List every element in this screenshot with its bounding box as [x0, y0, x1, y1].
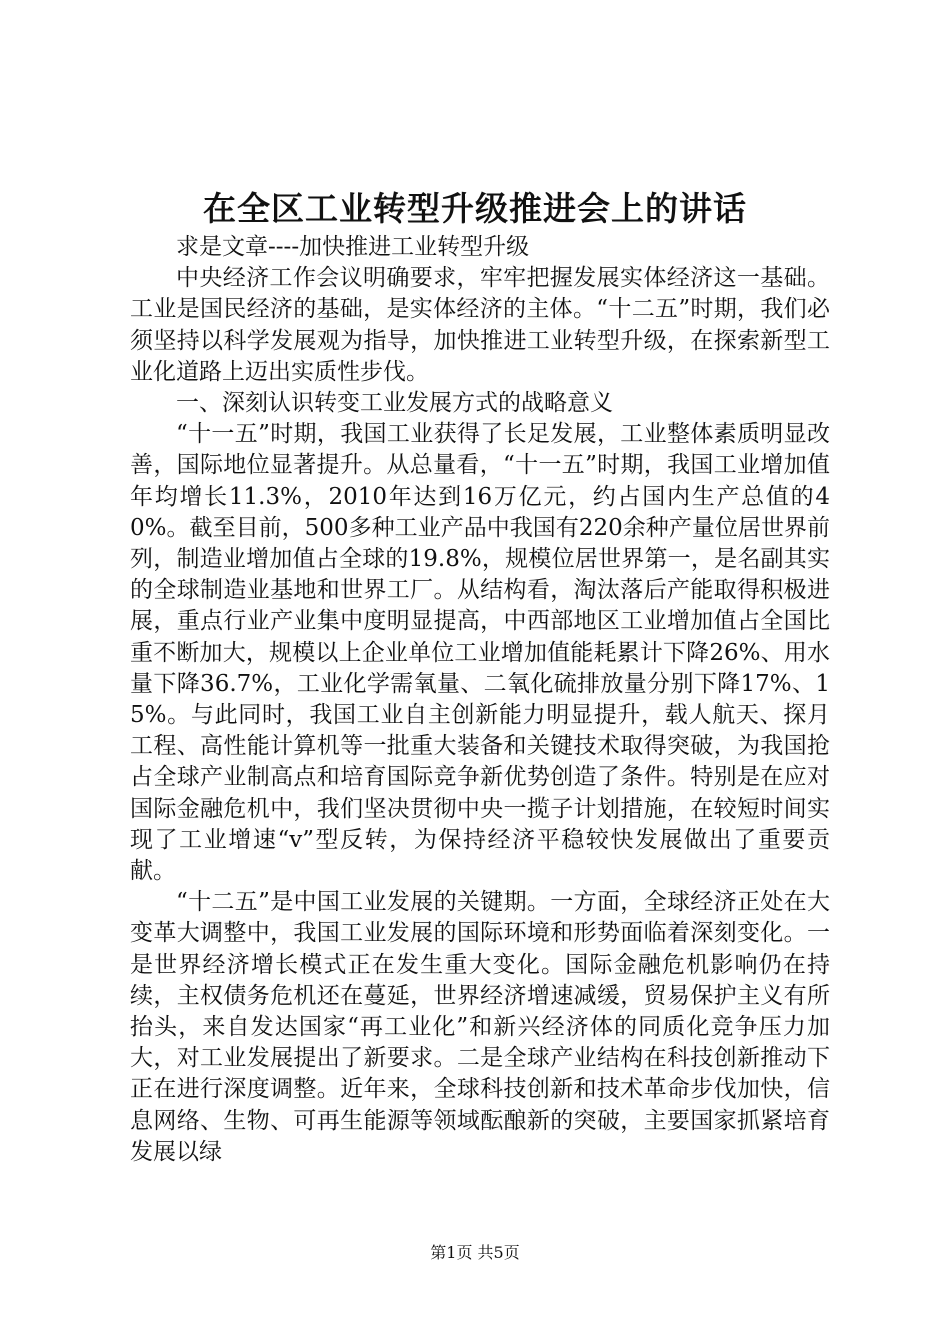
document-title: 在全区工业转型升级推进会上的讲话: [203, 189, 747, 228]
section-heading-1: 一、深刻认识转变工业发展方式的战略意义: [176, 390, 613, 417]
paragraph-twelfth-five-year: “十二五”是中国工业发展的关键期。一方面，全球经济正处在大变革大调整中，我国工业发展的国际环境和形势面临着深刻变化。一是世界经济增长模式正在发生重大变化。国际金融危机影响仍在持续，主权债务危机还在蔓延，世界经济增速减缓，贸易保护主义有所抬头，来自发达国家“再工业化”和新兴经济体的同质化竞争压力加大，对工业发展提出了新要求。二是全球产业结构在科技创新推动下正在进行深度调整。近年来，全球科技创新和技术革命步伐加快，信息网络、生物、可再生能源等领域酝酿新的突破，主要国家抓紧培育发展以绿: [130, 889, 830, 1165]
page-number-footer: 第1页 共5页: [430, 1243, 520, 1262]
paragraph-source-line: 求是文章----加快推进工业转型升级: [176, 234, 530, 260]
document-body: [130, 232, 830, 1168]
paragraph-intro: 中央经济工作会议明确要求，牢牢把握发展实体经济这一基础。工业是国民经济的基础，是实体经济的主体。“十二五”时期，我们必须坚持以科学发展观为指导，加快推进工业转型升级，在探索新型工业化道路上迈出实质性步伐。: [130, 265, 830, 385]
paragraph-eleventh-five-year: “十一五”时期，我国工业获得了长足发展，工业整体素质明显改善，国际地位显著提升。从总量看，“十一五”时期，我国工业增加值年均增长11.3%，2010年达到16万亿元，约占国内生产总值的40%。截至目前，500多种工业产品中我国有220余种产量位居世界前列，制造业增加值占全球的19.8%，规模位居世界第一，是名副其实的全球制造业基地和世界工厂。从结构看，淘汰落后产能取得积极进展，重点行业产业集中度明显提高，中西部地区工业增加值占全国比重不断加大，规模以上企业单位工业增加值能耗累计下降26%、用水量下降36.7%，工业化学需氧量、二氧化硫排放量分别下降17%、15%。与此同时，我国工业自主创新能力明显提升，载人航天、探月工程、高性能计算机等一批重大装备和关键技术取得突破，为我国抢占全球产业制高点和培育国际竞争新优势创造了条件。特别是在应对国际金融危机中，我们坚决贯彻中央一揽子计划措施，在较短时间实现了工业增速“v”型反转，为保持经济平稳较快发展做出了重要贡献。: [130, 421, 830, 885]
